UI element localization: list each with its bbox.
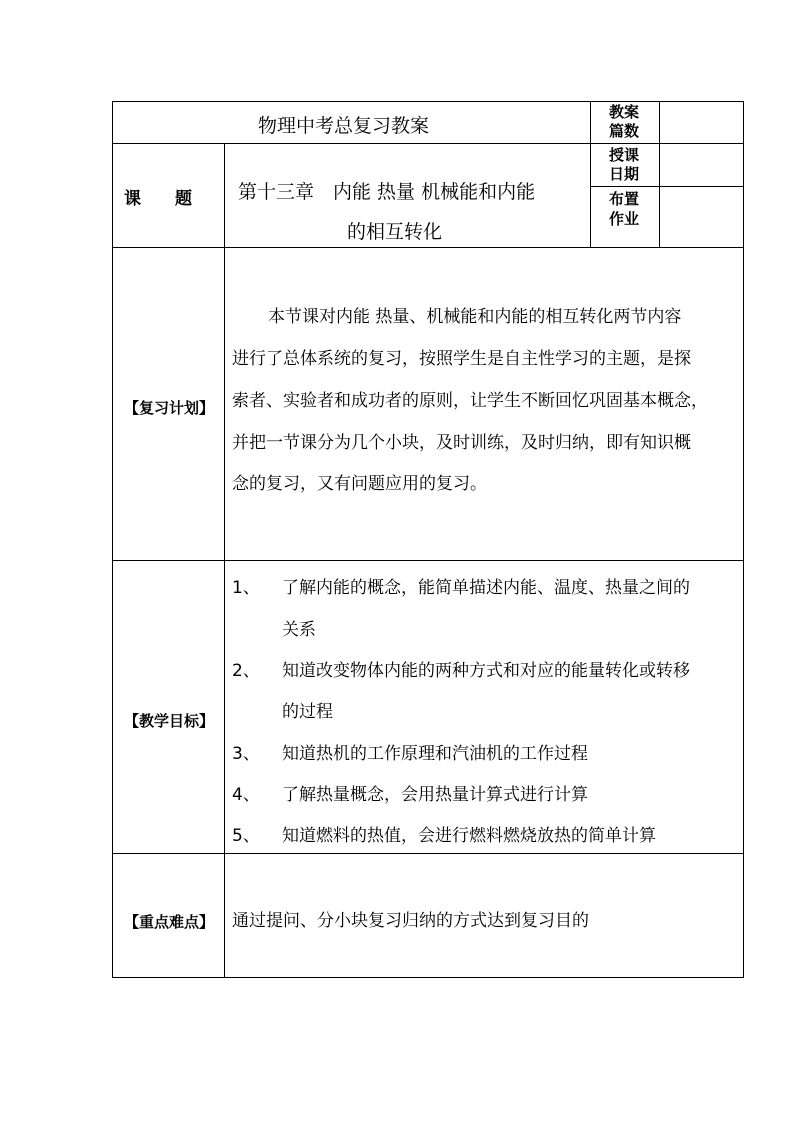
- topic-label: 课 题: [124, 189, 192, 209]
- goal-text-cont: 关系: [282, 620, 316, 640]
- table-line: [112, 247, 744, 248]
- plan-line: 进行了总体系统的复习，按照学生是自主性学习的主题，是探: [232, 349, 691, 369]
- goal-text: 知道改变物体内能的两种方式和对应的能量转化或转移: [282, 661, 690, 681]
- keypoints-text: 通过提问、分小块复习归纳的方式达到复习目的: [232, 911, 589, 931]
- plan-line: 本节课对内能 热量、机械能和内能的相互转化两节内容: [268, 307, 682, 327]
- count-label-line2: 篇数: [609, 122, 640, 140]
- table-line: [112, 143, 744, 144]
- goal-text-cont: 的过程: [282, 702, 333, 722]
- goal-text: 了解热量概念，会用热量计算式进行计算: [282, 785, 588, 805]
- table-line: [112, 560, 744, 561]
- table-line: [224, 143, 225, 978]
- goal-number: 4、: [232, 785, 260, 805]
- goals-label: 【教学目标】: [124, 712, 215, 730]
- goal-number: 2、: [232, 661, 260, 681]
- table-line: [659, 101, 660, 248]
- homework-label-line2: 作业: [609, 210, 640, 228]
- table-line: [590, 101, 591, 248]
- homework-label-line1: 布置: [609, 190, 640, 208]
- date-label-line2: 日期: [609, 165, 640, 183]
- goal-text: 知道燃料的热值，会进行燃料燃烧放热的简单计算: [282, 826, 656, 846]
- goal-number: 5、: [232, 826, 260, 846]
- goal-text: 知道热机的工作原理和汽油机的工作过程: [282, 744, 588, 764]
- table-line: [590, 186, 744, 187]
- plan-line: 索者、实验者和成功者的原则，让学生不断回忆巩固基本概念，: [232, 391, 708, 411]
- table-line: [112, 101, 744, 102]
- goal-text: 了解内能的概念，能简单描述内能、温度、热量之间的: [282, 578, 690, 598]
- keypoints-label: 【重点难点】: [124, 913, 215, 931]
- goal-number: 3、: [232, 744, 260, 764]
- table-line: [112, 101, 113, 978]
- table-line: [112, 977, 744, 978]
- plan-line: 并把一节课分为几个小块，及时训练，及时归纳，即有知识概: [232, 433, 691, 453]
- plan-line: 念的复习，又有问题应用的复习。: [232, 474, 487, 494]
- plan-label: 【复习计划】: [124, 399, 215, 417]
- topic-line2: 的相互转化: [347, 221, 443, 243]
- table-line: [743, 101, 744, 978]
- table-line: [112, 853, 744, 854]
- topic-line1: 第十三章 内能 热量 机械能和内能: [238, 181, 536, 203]
- page-title: 物理中考总复习教案: [258, 115, 430, 137]
- count-label-line1: 教案: [609, 103, 640, 121]
- goal-number: 1、: [232, 578, 260, 598]
- date-label-line1: 授课: [609, 146, 640, 164]
